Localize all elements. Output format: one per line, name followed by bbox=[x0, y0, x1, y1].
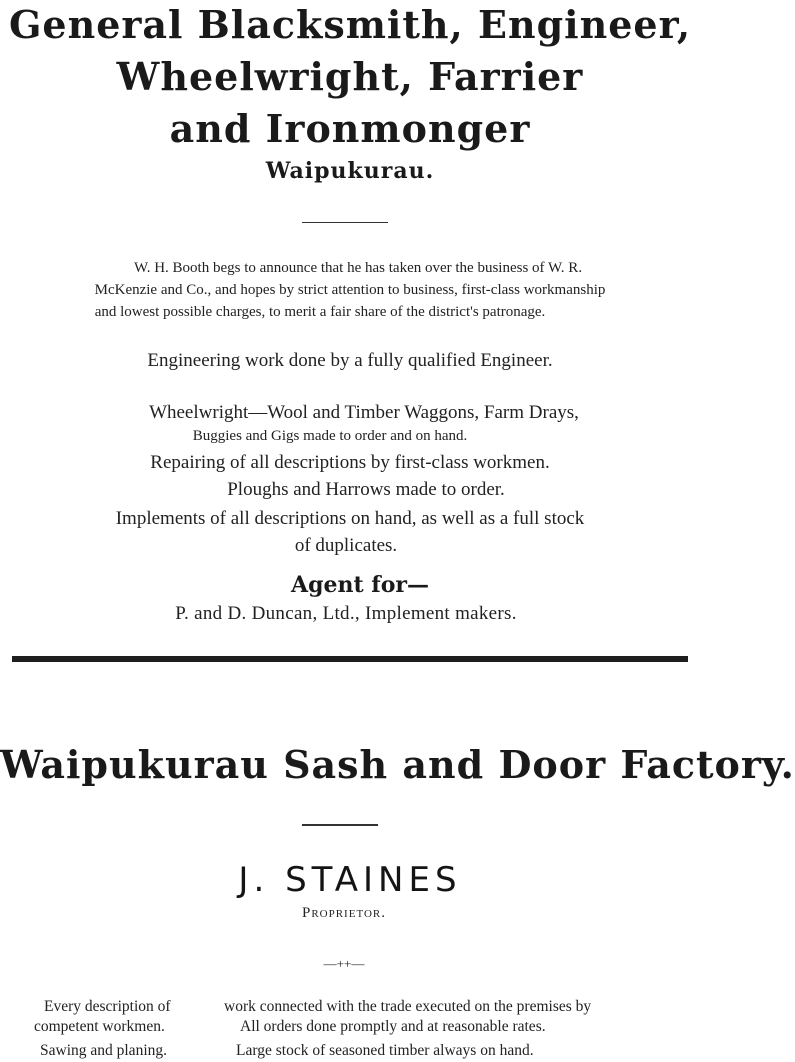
ad1-agent-line: P. and D. Duncan, Ltd., Implement makers. bbox=[175, 603, 517, 624]
ad2-row-3 bbox=[0, 1042, 700, 1062]
ad1-agent-heading: Agent for— bbox=[291, 572, 429, 598]
ad2-row-1 bbox=[0, 998, 700, 1020]
ad2-col-right-1: work connected with the trade executed on the premises by bbox=[224, 998, 592, 1015]
ad1-implements-line1: Implements of all descriptions on hand, as well as a full stock bbox=[115, 508, 585, 529]
ad2-col-left-1: Every description of bbox=[44, 998, 171, 1015]
ad1-engineering: Engineering work done by a fully qualified Engineer. bbox=[147, 350, 553, 371]
ad1-announce-line2: McKenzie and Co., and hopes by strict attention to business, first-class workmanship bbox=[94, 282, 606, 298]
ad2-col-right-2: All orders done promptly and at reasonable rates. bbox=[240, 1018, 546, 1035]
ad1-announce-line1: W. H. Booth begs to announce that he has taken over the business of W. R. bbox=[133, 260, 583, 276]
ad1-repairing: Repairing of all descriptions by first-class workmen. bbox=[150, 452, 550, 473]
ad1-implements-line2: of duplicates. bbox=[294, 535, 398, 556]
ad1-title-line1: General Blacksmith, Engineer, bbox=[8, 2, 692, 47]
ad1-short-rule bbox=[302, 222, 388, 223]
ad1-wheelwright-line1: Wheelwright—Wool and Timber Waggons, Farm Drays, bbox=[149, 402, 579, 423]
ad1-ploughs: Ploughs and Harrows made to order. bbox=[227, 479, 505, 500]
ad1-wheelwright-line2: Buggies and Gigs made to order and on hand. bbox=[192, 428, 468, 444]
ad1-title-line3: and Ironmonger bbox=[169, 106, 531, 151]
ad2-ornament: —++— bbox=[323, 956, 365, 971]
ad2-row-2 bbox=[0, 1018, 700, 1040]
ad2-proprietor-name: J. STAINES bbox=[238, 860, 462, 900]
ad2-proprietor-label: Proprietor. bbox=[301, 905, 386, 921]
ad2-col-right-3: Large stock of seasoned timber always on hand. bbox=[236, 1042, 534, 1059]
ad2-col-left-3: Sawing and planing. bbox=[40, 1042, 167, 1059]
ad2-title: Waipukurau Sash and Door Factory. bbox=[0, 742, 795, 787]
ad2-short-rule bbox=[302, 824, 378, 826]
ad1-announce-line3: and lowest possible charges, to merit a fair share of the district's patronage. bbox=[94, 304, 546, 320]
ad1-title-line2: Wheelwright, Farrier bbox=[116, 54, 584, 99]
section-divider bbox=[12, 656, 688, 662]
ad2-col-left-2: competent workmen. bbox=[34, 1018, 165, 1035]
ad1-location: Waipukurau. bbox=[265, 158, 435, 184]
